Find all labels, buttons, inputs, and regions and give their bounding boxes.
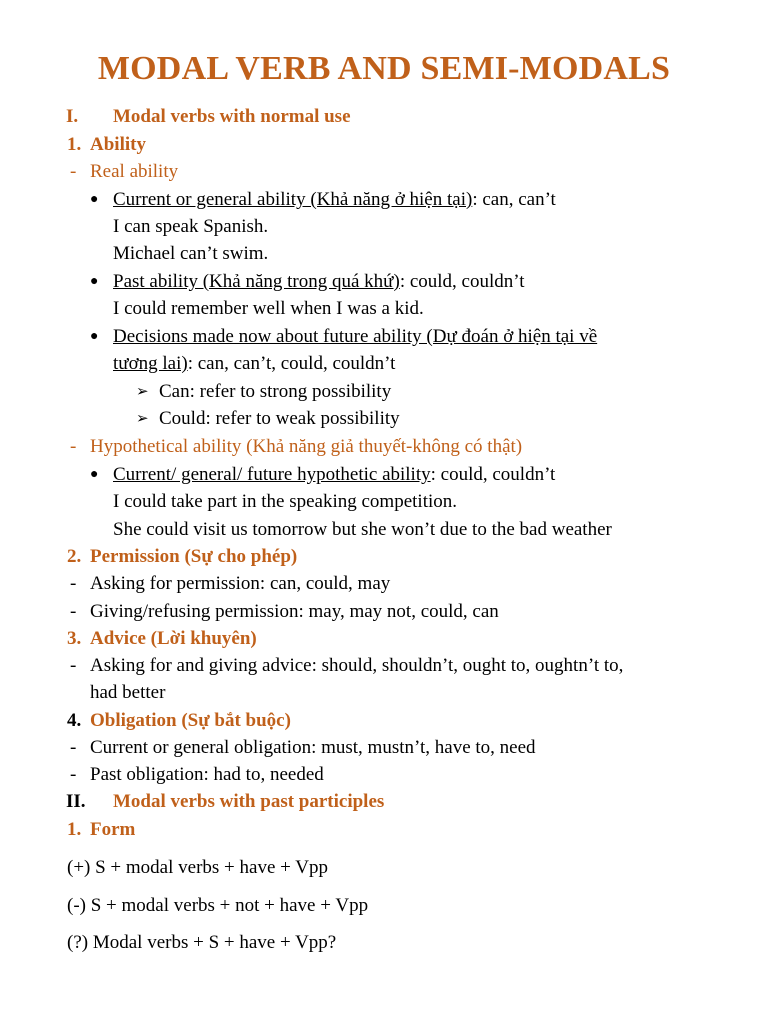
example-text: Michael can’t swim. [113, 243, 269, 264]
obligation-heading: Obligation (Sự bắt buộc) [90, 710, 291, 731]
hypothetical-ability-heading: Hypothetical ability (Khả năng giả thuyết-không có thật) [90, 436, 523, 457]
decisions-label-line2: tương lai) [113, 353, 188, 374]
example-text: I could take part in the speaking competition. [113, 491, 458, 512]
dash-marker: - [70, 161, 77, 182]
ability-number: 1. [67, 134, 82, 155]
permission-heading: Permission (Sự cho phép) [90, 546, 298, 567]
example-text: I can speak Spanish. [113, 216, 269, 237]
dash-marker: - [70, 436, 77, 457]
real-ability-heading: Real ability [90, 161, 179, 182]
dash-marker: - [70, 764, 77, 785]
current-ability-line [113, 189, 556, 211]
bullet-marker: ● [90, 192, 99, 207]
dash-marker: - [70, 601, 77, 622]
decisions-line2 [113, 353, 395, 375]
example-text: I could remember well when I was a kid. [113, 298, 424, 319]
current-ability-verbs: : can, can’t [472, 189, 556, 210]
bullet-marker: ● [90, 274, 99, 289]
current-ability-label: Current or general ability (Khả năng ở hiện tại) [113, 189, 473, 210]
page-title: MODAL VERB AND SEMI-MODALS [97, 50, 671, 87]
past-ability-verbs: : could, couldn’t [399, 271, 525, 292]
example-text: She could visit us tomorrow but she won’t due to the bad weather [113, 519, 612, 540]
hypothetic-ability-label: Current/ general/ future hypothetic ability [113, 464, 431, 485]
list-item: Asking for permission: can, could, may [90, 573, 391, 594]
past-ability-line [113, 271, 525, 293]
section-1-number: I. [66, 106, 79, 127]
section-1-heading: Modal verbs with normal use [113, 106, 351, 127]
list-item: Asking for and giving advice: should, shouldn’t, ought to, oughtn’t to, [90, 655, 624, 676]
section-2-heading: Modal verbs with past participles [113, 791, 385, 812]
decisions-verbs: : can, can’t, could, couldn’t [187, 353, 396, 374]
subpoint-text: Could: refer to weak possibility [159, 408, 400, 429]
dash-marker: - [70, 655, 77, 676]
list-item: Past obligation: had to, needed [90, 764, 324, 785]
subpoint-text: Can: refer to strong possibility [159, 381, 392, 402]
dash-marker: - [70, 573, 77, 594]
arrow-marker: ➢ [136, 411, 149, 427]
hypothetic-ability-verbs: : could, couldn’t [430, 464, 556, 485]
formula-positive: (+) S + modal verbs + have + Vpp [67, 857, 328, 878]
advice-heading: Advice (Lời khuyên) [90, 628, 257, 649]
hypothetic-ability-line [113, 464, 555, 486]
section-2-number: II. [66, 791, 86, 812]
bullet-marker: ● [90, 467, 99, 482]
list-item: Giving/refusing permission: may, may not, could, can [90, 601, 499, 622]
decisions-label-line1: Decisions made now about future ability (Dự đoán ở hiện tại về [113, 326, 598, 347]
obligation-number: 4. [67, 710, 82, 731]
past-ability-label: Past ability (Khả năng trong quá khứ) [113, 271, 400, 292]
list-item-continuation: had better [90, 682, 166, 703]
bullet-marker: ● [90, 329, 99, 344]
form-number: 1. [67, 819, 82, 840]
formula-question: (?) Modal verbs + S + have + Vpp? [67, 932, 337, 953]
advice-number: 3. [67, 628, 82, 649]
permission-number: 2. [67, 546, 82, 567]
formula-negative: (-) S + modal verbs + not + have + Vpp [67, 895, 369, 916]
arrow-marker: ➢ [136, 384, 149, 400]
ability-heading: Ability [90, 134, 146, 155]
dash-marker: - [70, 737, 77, 758]
list-item: Current or general obligation: must, mustn’t, have to, need [90, 737, 536, 758]
form-heading: Form [90, 819, 136, 840]
